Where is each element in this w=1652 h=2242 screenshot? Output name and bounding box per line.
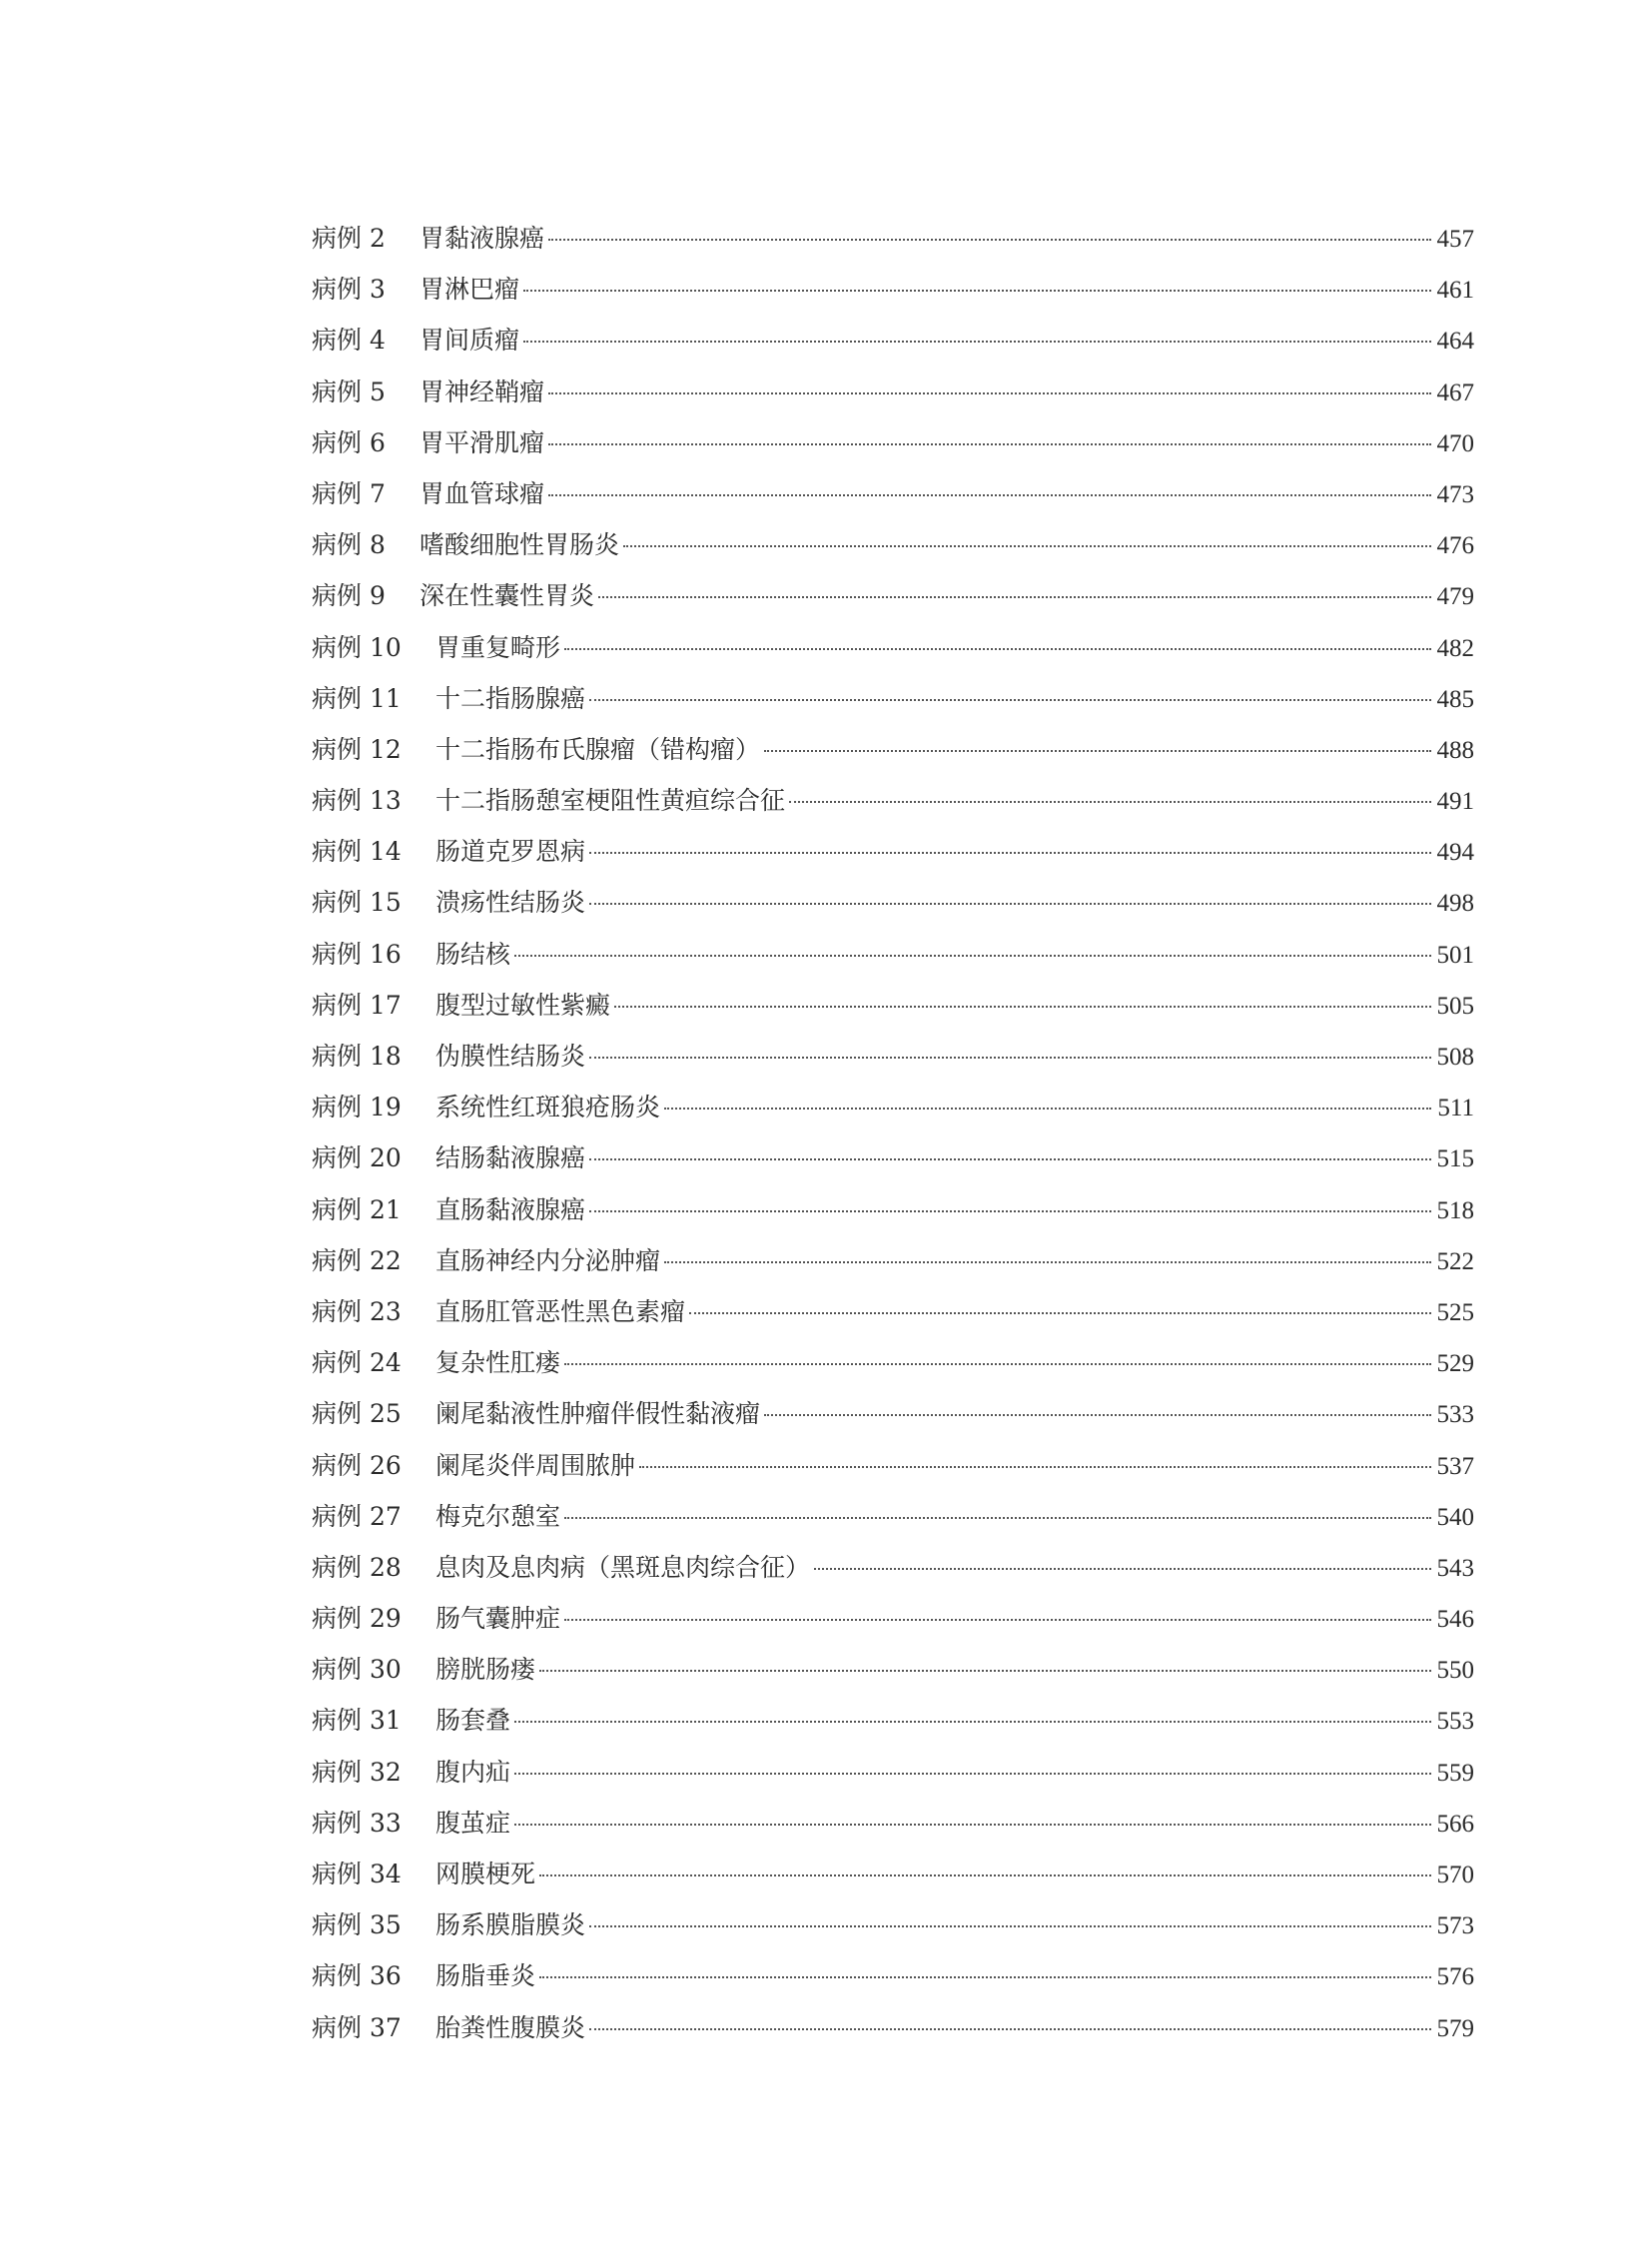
- table-of-contents: [312, 213, 1474, 2053]
- case-number: 病例 27: [312, 1501, 402, 1531]
- dot-leader: [548, 239, 1430, 241]
- case-number: 病例 23: [312, 1296, 402, 1326]
- case-title: 复杂性肛瘘: [435, 1348, 561, 1378]
- page-number: 467: [1436, 378, 1474, 406]
- dot-leader: [589, 852, 1430, 854]
- page-number: 515: [1436, 1145, 1474, 1173]
- toc-entry[interactable]: [312, 1132, 1474, 1183]
- case-title: 阑尾黏液性肿瘤伴假性黏液瘤: [435, 1399, 761, 1429]
- page-number: 473: [1436, 480, 1474, 508]
- case-number: 病例 2: [312, 224, 386, 253]
- dot-leader: [514, 1773, 1430, 1775]
- case-title: 网膜梗死: [435, 1860, 536, 1888]
- toc-entry[interactable]: [312, 1644, 1474, 1695]
- toc-entry[interactable]: [312, 622, 1474, 673]
- toc-entry[interactable]: [312, 1286, 1474, 1337]
- toc-entry[interactable]: [312, 264, 1474, 315]
- case-number: 病例 9: [312, 581, 386, 611]
- page-number: 573: [1436, 1912, 1474, 1940]
- page-number: 546: [1436, 1606, 1474, 1634]
- toc-entry[interactable]: [312, 929, 1474, 980]
- page-number: 476: [1436, 532, 1474, 560]
- case-title: 十二指肠腺癌: [435, 683, 586, 713]
- case-title: 梅克尔憩室: [435, 1501, 561, 1531]
- toc-entry[interactable]: [312, 1899, 1474, 1950]
- dot-leader: [548, 494, 1430, 496]
- case-number: 病例 29: [312, 1604, 402, 1634]
- case-number: 病例 17: [312, 990, 402, 1020]
- case-title: 十二指肠憩室梗阻性黄疸综合征: [435, 786, 786, 816]
- toc-entry[interactable]: [312, 468, 1474, 519]
- dot-leader: [764, 1414, 1430, 1416]
- case-title: 腹茧症: [435, 1808, 511, 1838]
- dot-leader: [639, 1466, 1430, 1468]
- page-number: 485: [1436, 685, 1474, 713]
- dot-leader: [589, 1158, 1430, 1160]
- case-number: 病例 10: [312, 632, 402, 662]
- dot-leader: [523, 290, 1430, 292]
- dot-leader: [589, 699, 1430, 701]
- case-number: 病例 36: [312, 1961, 402, 1991]
- case-title: 直肠肛管恶性黑色素瘤: [435, 1296, 686, 1326]
- page-number: 505: [1436, 992, 1474, 1020]
- page-number: 553: [1436, 1708, 1474, 1736]
- page-number: 537: [1436, 1452, 1474, 1480]
- case-number: 病例 19: [312, 1093, 402, 1122]
- case-title: 系统性红斑狼疮肠炎: [435, 1093, 661, 1122]
- case-number: 病例 33: [312, 1808, 402, 1838]
- toc-entry[interactable]: [312, 1593, 1474, 1644]
- case-number: 病例 18: [312, 1042, 402, 1071]
- case-number: 病例 3: [312, 275, 386, 305]
- dot-leader: [548, 443, 1430, 445]
- page-number: 491: [1436, 788, 1474, 816]
- dot-leader: [539, 1976, 1430, 1978]
- case-title: 胃淋巴瘤: [419, 275, 520, 305]
- page-number: 498: [1436, 890, 1474, 918]
- page-number: 533: [1436, 1401, 1474, 1429]
- case-number: 病例 21: [312, 1194, 402, 1224]
- page-number: 543: [1436, 1554, 1474, 1582]
- case-number: 病例 4: [312, 326, 386, 356]
- case-title: 胃神经鞘瘤: [419, 376, 545, 406]
- page-number: 518: [1436, 1196, 1474, 1224]
- case-title: 腹内疝: [435, 1757, 511, 1787]
- toc-entry[interactable]: [312, 570, 1474, 621]
- dot-leader: [789, 801, 1430, 803]
- toc-entry[interactable]: [312, 1184, 1474, 1235]
- page-number: 511: [1437, 1095, 1474, 1122]
- case-title: 伪膜性结肠炎: [435, 1042, 586, 1071]
- dot-leader: [514, 1721, 1430, 1723]
- case-number: 病例 35: [312, 1910, 402, 1940]
- page-number: 522: [1436, 1247, 1474, 1275]
- toc-entry[interactable]: [312, 673, 1474, 724]
- page-number: 550: [1436, 1657, 1474, 1685]
- dot-leader: [814, 1568, 1430, 1570]
- case-title: 胃黏液腺癌: [419, 224, 545, 253]
- case-number: 病例 20: [312, 1143, 402, 1173]
- toc-entry[interactable]: [312, 1491, 1474, 1542]
- page-number: 488: [1436, 736, 1474, 764]
- page-number: 576: [1436, 1963, 1474, 1991]
- toc-entry[interactable]: [312, 1337, 1474, 1388]
- dot-leader: [564, 648, 1430, 650]
- case-number: 病例 11: [312, 683, 402, 713]
- toc-entry[interactable]: [312, 724, 1474, 775]
- case-title: 膀胱肠瘘: [435, 1655, 536, 1685]
- case-title: 阑尾炎伴周围脓肿: [435, 1450, 636, 1480]
- case-number: 病例 7: [312, 478, 386, 508]
- toc-entry[interactable]: [312, 1440, 1474, 1491]
- toc-entry[interactable]: [312, 367, 1474, 417]
- case-title: 嗜酸细胞性胃肠炎: [419, 530, 620, 560]
- case-number: 病例 16: [312, 939, 402, 969]
- case-title: 息肉及息肉病（黑斑息肉综合征）: [435, 1552, 811, 1582]
- dot-leader: [589, 2028, 1430, 2030]
- toc-entry[interactable]: [312, 877, 1474, 928]
- toc-entry[interactable]: [312, 1950, 1474, 2001]
- case-number: 病例 8: [312, 530, 386, 560]
- toc-entry[interactable]: [312, 775, 1474, 826]
- dot-leader: [514, 955, 1430, 957]
- dot-leader: [589, 903, 1430, 905]
- case-title: 肠系膜脂膜炎: [435, 1910, 586, 1940]
- case-number: 病例 37: [312, 2012, 402, 2042]
- dot-leader: [514, 1824, 1430, 1826]
- case-number: 病例 6: [312, 427, 386, 457]
- case-title: 肠套叠: [435, 1706, 511, 1736]
- toc-entry[interactable]: [312, 315, 1474, 366]
- dot-leader: [589, 1210, 1430, 1212]
- dot-leader: [598, 596, 1430, 598]
- toc-entry[interactable]: [312, 1542, 1474, 1593]
- case-title: 胃间质瘤: [419, 326, 520, 356]
- toc-entry[interactable]: [312, 826, 1474, 877]
- case-title: 直肠黏液腺癌: [435, 1194, 586, 1224]
- case-title: 深在性囊性胃炎: [419, 581, 595, 611]
- toc-entry[interactable]: [312, 980, 1474, 1031]
- toc-entry[interactable]: [312, 417, 1474, 468]
- page-number: 461: [1436, 277, 1474, 305]
- dot-leader: [564, 1363, 1430, 1365]
- page-number: 482: [1436, 634, 1474, 662]
- case-number: 病例 30: [312, 1655, 402, 1685]
- case-number: 病例 5: [312, 376, 386, 406]
- page-number: 529: [1436, 1350, 1474, 1378]
- page-number: 570: [1436, 1862, 1474, 1888]
- page-number: 559: [1436, 1759, 1474, 1787]
- case-title: 肠气囊肿症: [435, 1604, 561, 1634]
- dot-leader: [589, 1057, 1430, 1059]
- case-number: 病例 31: [312, 1706, 402, 1736]
- case-title: 直肠神经内分泌肿瘤: [435, 1245, 661, 1275]
- toc-entry[interactable]: [312, 1082, 1474, 1132]
- dot-leader: [623, 545, 1430, 547]
- case-number: 病例 12: [312, 734, 402, 764]
- dot-leader: [689, 1312, 1430, 1314]
- case-number: 病例 25: [312, 1399, 402, 1429]
- toc-entry[interactable]: [312, 1235, 1474, 1286]
- page-number: 525: [1436, 1298, 1474, 1326]
- page-number: 457: [1436, 226, 1474, 253]
- toc-entry[interactable]: [312, 519, 1474, 570]
- case-title: 腹型过敏性紫癜: [435, 990, 611, 1020]
- page-number: 479: [1436, 583, 1474, 611]
- dot-leader: [564, 1619, 1430, 1621]
- dot-leader: [523, 341, 1430, 343]
- dot-leader: [764, 750, 1430, 752]
- toc-entry[interactable]: [312, 1388, 1474, 1439]
- page-number: 470: [1436, 429, 1474, 457]
- case-title: 溃疡性结肠炎: [435, 888, 586, 918]
- toc-entry[interactable]: [312, 2002, 1474, 2053]
- case-title: 胃重复畸形: [435, 632, 561, 662]
- case-title: 胃血管球瘤: [419, 478, 545, 508]
- case-number: 病例 28: [312, 1552, 402, 1582]
- case-number: 病例 32: [312, 1757, 402, 1787]
- case-number: 病例 14: [312, 837, 402, 867]
- page-number: 540: [1436, 1503, 1474, 1531]
- dot-leader: [589, 1925, 1430, 1927]
- toc-entry[interactable]: [312, 1031, 1474, 1082]
- toc-entry[interactable]: [312, 1695, 1474, 1746]
- page-number: 501: [1436, 941, 1474, 969]
- dot-leader: [564, 1517, 1430, 1519]
- dot-leader: [539, 1670, 1430, 1672]
- dot-leader: [539, 1874, 1430, 1876]
- dot-leader: [548, 392, 1430, 394]
- dot-leader: [664, 1261, 1430, 1263]
- case-number: 病例 15: [312, 888, 402, 918]
- dot-leader: [614, 1006, 1430, 1008]
- case-number: 病例 34: [312, 1860, 402, 1888]
- case-number: 病例 26: [312, 1450, 402, 1480]
- case-number: 病例 24: [312, 1348, 402, 1378]
- page-number: 579: [1436, 2014, 1474, 2042]
- case-title: 胃平滑肌瘤: [419, 427, 545, 457]
- page-number: 464: [1436, 328, 1474, 356]
- page-number: 566: [1436, 1810, 1474, 1838]
- dot-leader: [664, 1108, 1431, 1110]
- case-number: 病例 22: [312, 1245, 402, 1275]
- case-title: 胎粪性腹膜炎: [435, 2012, 586, 2042]
- case-number: 病例 13: [312, 786, 402, 816]
- case-title: 结肠黏液腺癌: [435, 1143, 586, 1173]
- case-title: 肠结核: [435, 939, 511, 969]
- case-title: 十二指肠布氏腺瘤（错构瘤）: [435, 734, 761, 764]
- toc-entry[interactable]: [312, 1849, 1474, 1899]
- page-number: 508: [1436, 1044, 1474, 1071]
- page-number: 494: [1436, 839, 1474, 867]
- case-title: 肠道克罗恩病: [435, 837, 586, 867]
- toc-entry[interactable]: [312, 213, 1474, 264]
- case-title: 肠脂垂炎: [435, 1961, 536, 1991]
- toc-entry[interactable]: [312, 1798, 1474, 1849]
- toc-entry[interactable]: [312, 1747, 1474, 1798]
